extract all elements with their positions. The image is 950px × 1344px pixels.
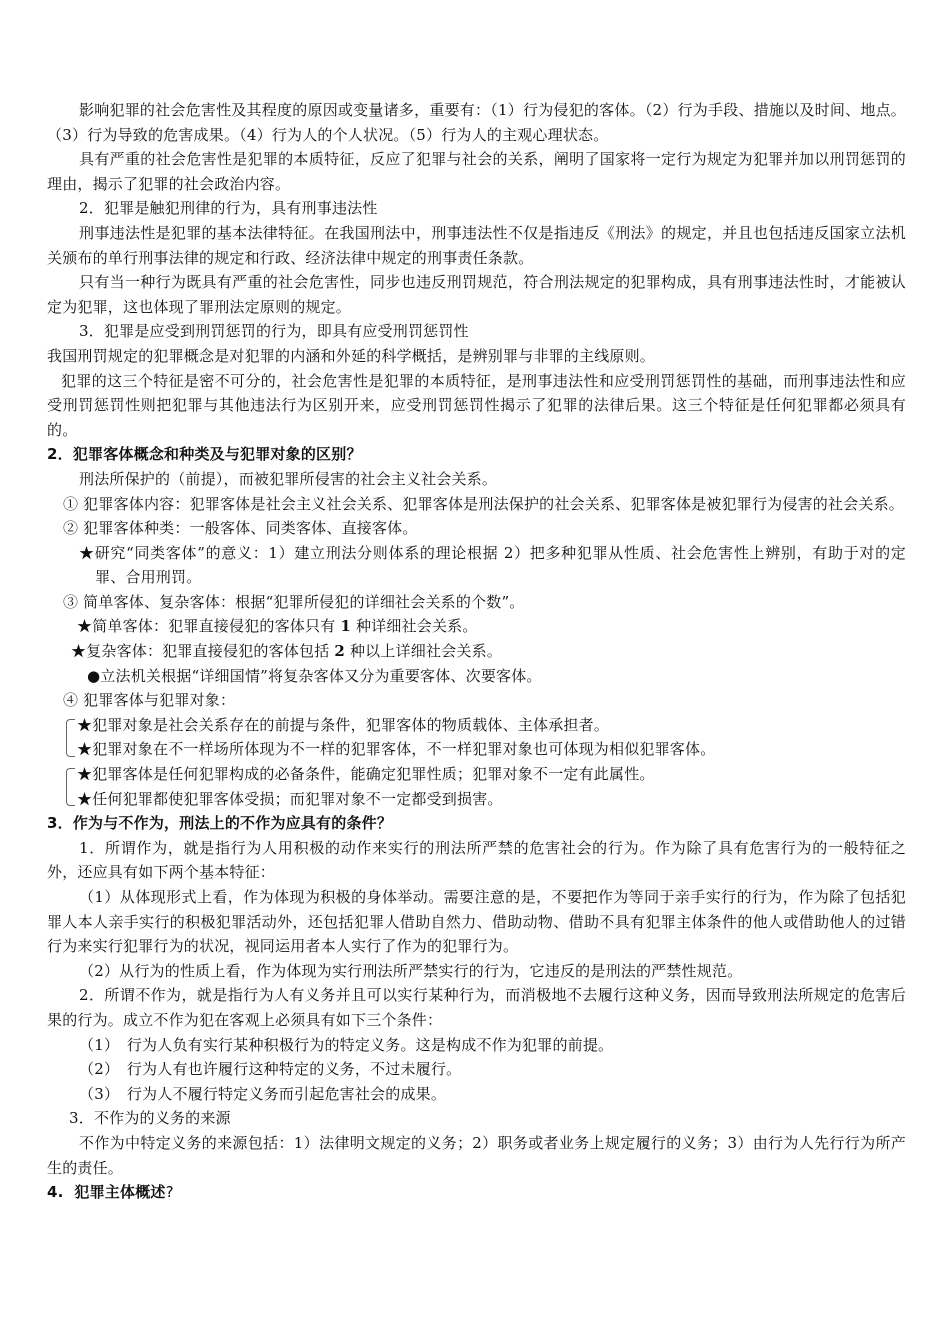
paragraph: 刑事违法性是犯罪的基本法律特征。在我国刑法中，刑事违法性不仅是指违反《刑法》的规定，并且也包括违反国家立法机关颁布的单行刑事法律的规定和行政、经济法律中规定的刑事责任条款。	[47, 223, 906, 267]
brace-mark	[66, 719, 75, 757]
list-item: ③ 简单客体、复杂客体：根据“犯罪所侵犯的详细社会关系的个数”。	[63, 592, 525, 611]
text-run: ★复杂客体：犯罪直接侵犯的客体包括	[71, 642, 335, 661]
paragraph: 犯罪的这三个特征是密不可分的，社会危害性是犯罪的本质特征，是刑事违法性和应受刑罚惩罚性的基础，而刑事违法性和应受刑罚惩罚性则把犯罪与其他违法行为区别开来，应受刑罚惩罚性揭示了犯罪的法律后果。这三个特征是任何犯罪都必须具有的。	[47, 371, 906, 439]
paragraph: 我国刑罚规定的犯罪概念是对犯罪的内涵和外延的科学概括，是辨别罪与非罪的主线原则。	[47, 346, 656, 365]
heading-mark: ?	[165, 1183, 174, 1202]
list-item: ② 犯罪客体种类：一般客体、同类客体、直接客体。	[63, 519, 418, 538]
paragraph: 刑法所保护的（前提），而被犯罪所侵害的社会主义社会关系。	[79, 469, 498, 488]
list-item: ★犯罪客体是任何犯罪构成的必备条件，能确定犯罪性质；犯罪对象不一定有此属性。	[77, 765, 655, 784]
list-item: （2） 行为人有也许履行这种特定的义务，不过未履行。	[79, 1060, 462, 1079]
text-run: ★简单客体：犯罪直接侵犯的客体只有	[77, 617, 341, 636]
section-heading: 2．犯罪客体概念和种类及与犯罪对象的区别？	[47, 445, 362, 464]
bold-number: 2	[334, 642, 346, 661]
bold-number: 1	[340, 617, 352, 636]
paragraph: 2．所谓不作为，就是指行为人有义务并且可以实行某种行为，而消极地不去履行这种义务，因而导致刑法所规定的危害后果的行为。成立不作为犯在客观上必须具有如下三个条件：	[47, 986, 906, 1029]
heading-number: 4.	[47, 1183, 64, 1202]
list-item: ① 犯罪客体内容：犯罪客体是社会主义社会关系、犯罪客体是刑法保护的社会关系、犯罪客体是被犯罪行为侵害的社会关系。	[63, 494, 904, 513]
brace-mark	[66, 768, 75, 806]
list-item	[47, 639, 906, 664]
list-item: ★犯罪对象是社会关系存在的前提与条件，犯罪客体的物质载体、主体承担者。	[77, 715, 610, 734]
paragraph: 只有当一种行为既具有严重的社会危害性，同步也违反刑罚规范，符合刑法规定的犯罪构成，具有刑事违法性时，才能被认定为犯罪，这也体现了罪刑法定原则的规定。	[47, 273, 906, 316]
subheading: 3．犯罪是应受到刑罚惩罚的行为，即具有应受刑罚惩罚性	[79, 322, 469, 341]
bracket-group	[47, 713, 906, 762]
paragraph: （1）从体现形式上看，作为体现为积极的身体举动。需要注意的是，不要把作为等同于亲手实行的行为，作为除了包括犯罪人本人亲手实行的积极犯罪活动外，还包括犯罪人借助自然力、借助动物、借助不具有犯罪主体条件的他人或借助他人的过错行为来实行犯罪行为的状况，视同运用者本人实行了作为的犯罪行为。	[47, 888, 906, 956]
list-item: （1） 行为人负有实行某种积极行为的特定义务。这是构成不作为犯罪的前提。	[79, 1035, 614, 1054]
heading-text: 犯罪主体概述	[74, 1183, 166, 1202]
paragraph: 具有严重的社会危害性是犯罪的本质特征，反应了犯罪与社会的关系，阐明了国家将一定行为规定为犯罪并加以刑罚惩罚的理由，揭示了犯罪的社会政治内容。	[47, 150, 906, 193]
list-item: ④ 犯罪客体与犯罪对象：	[63, 691, 236, 710]
list-item: ★任何犯罪都使犯罪客体受损；而犯罪对象不一定都受到损害。	[77, 789, 503, 808]
list-item	[47, 614, 906, 639]
list-item: （3） 行为人不履行特定义务而引起危害社会的成果。	[79, 1084, 447, 1103]
paragraph: 不作为中特定义务的来源包括：1）法律明文规定的义务；2）职务或者业务上规定履行的义务；3）由行为人先行行为所产生的责任。	[47, 1133, 906, 1177]
paragraph: 1．所谓作为，就是指行为人用积极的动作来实行的刑法所严禁的危害社会的行为。作为除了具有危害行为的一般特征之外，还应具有如下两个基本特征：	[47, 838, 906, 882]
section-heading: 3．作为与不作为，刑法上的不作为应具有的条件？	[47, 814, 393, 833]
list-item: ★研究“同类客体”的意义：1）建立刑法分则体系的理论根据 2）把多种犯罪从性质、社会危害性上辨别，有助于对的定罪、合用刑罚。	[79, 543, 906, 587]
bracket-group	[47, 762, 906, 811]
paragraph: （2）从行为的性质上看，作为体现为实行刑法所严禁实行的行为，它违反的是刑法的严禁性规范。	[79, 961, 743, 980]
paragraph: 影响犯罪的社会危害性及其程度的原因或变量诸多，重要有：（1）行为侵犯的客体。（2）行为手段、措施以及时间、地点。（3）行为导致的危害成果。（4）行为人的个人状况。（5）行为人的主观心理状态。	[47, 101, 906, 144]
subheading: 2．犯罪是触犯刑律的行为，具有刑事违法性	[79, 199, 378, 218]
subheading: 3．不作为的义务的来源	[69, 1109, 231, 1128]
list-item: ●立法机关根据“详细国情”将复杂客体又分为重要客体、次要客体。	[87, 666, 542, 685]
list-item: ★犯罪对象在不一样场所体现为不一样的犯罪客体，不一样犯罪对象也可体现为相似犯罪客体。	[77, 740, 716, 759]
text-run: 种详细社会关系。	[351, 617, 478, 636]
section-heading	[47, 1180, 906, 1205]
text-run: 种以上详细社会关系。	[345, 642, 502, 661]
